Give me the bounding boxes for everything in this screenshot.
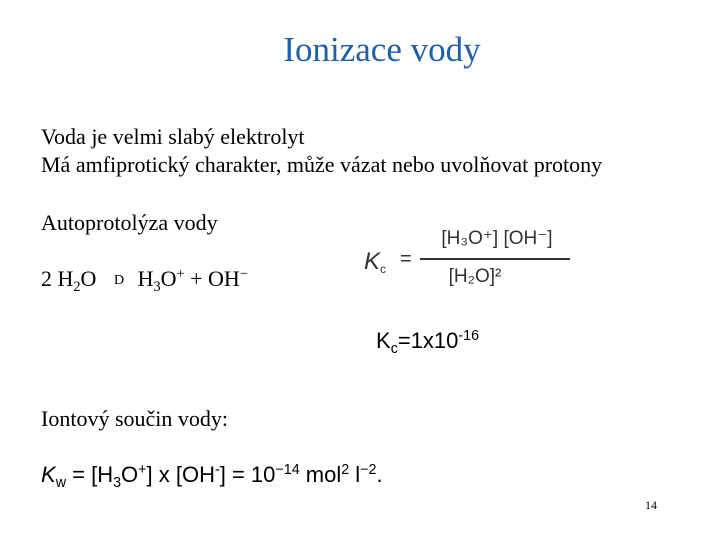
kc-denominator: [H₂O]²	[448, 266, 502, 287]
kw-sup: 2	[341, 462, 350, 479]
equation-sub: 2	[73, 279, 81, 295]
text-line-electrolyte: Voda je velmi slabý elektrolyt	[41, 124, 305, 149]
text-line-autoprotolysis: Autoprotolýza vody	[41, 210, 218, 235]
autoprotolysis-equation	[41, 266, 248, 295]
kw-sup: +	[138, 462, 147, 479]
kc-equals: =	[400, 248, 412, 270]
kw-equation	[41, 462, 383, 491]
kw-sub: 3	[113, 475, 122, 491]
equation-sup: −	[239, 266, 248, 283]
kw-part: O	[121, 462, 139, 487]
equation-h: H	[137, 266, 154, 291]
kw-sup: −14	[275, 462, 300, 479]
kw-part: l	[349, 462, 361, 487]
text-line-ionic-product: Iontový součin vody:	[41, 406, 228, 431]
kw-sup: −2	[360, 462, 377, 479]
kw-part: = [H	[66, 462, 114, 487]
equation-oh: + OH	[184, 266, 240, 291]
fraction-bar	[420, 258, 570, 260]
equation-coef: 2 H	[41, 266, 74, 291]
equilibrium-arrow-icon: D	[113, 273, 125, 288]
equation-o: O	[160, 266, 177, 291]
text-line-amphiprotic: Má amfiprotický charakter, může vázat nebo uvolňovat protony	[41, 152, 603, 177]
kc-numerator: [H₃O⁺] [OH⁻]	[441, 228, 553, 249]
kc-value: $K_c=1x10^{-16}$	[376, 328, 480, 357]
kw-part: ] = 10	[219, 462, 276, 487]
page-number: 14	[645, 498, 657, 512]
kw-part: ] x [OH	[146, 462, 215, 487]
kw-part: mol	[299, 462, 342, 487]
equation-sup: +	[176, 266, 185, 283]
equation-sub: 3	[153, 279, 161, 295]
slide-title: Ionizace vody	[283, 30, 481, 69]
kw-part: .	[376, 462, 383, 487]
kw-symbol: K	[41, 462, 56, 487]
kw-sub: w	[55, 475, 67, 491]
equation-o: O	[80, 266, 97, 291]
kc-symbol: $K_c$	[364, 248, 387, 277]
kw-sup: -	[214, 462, 220, 479]
